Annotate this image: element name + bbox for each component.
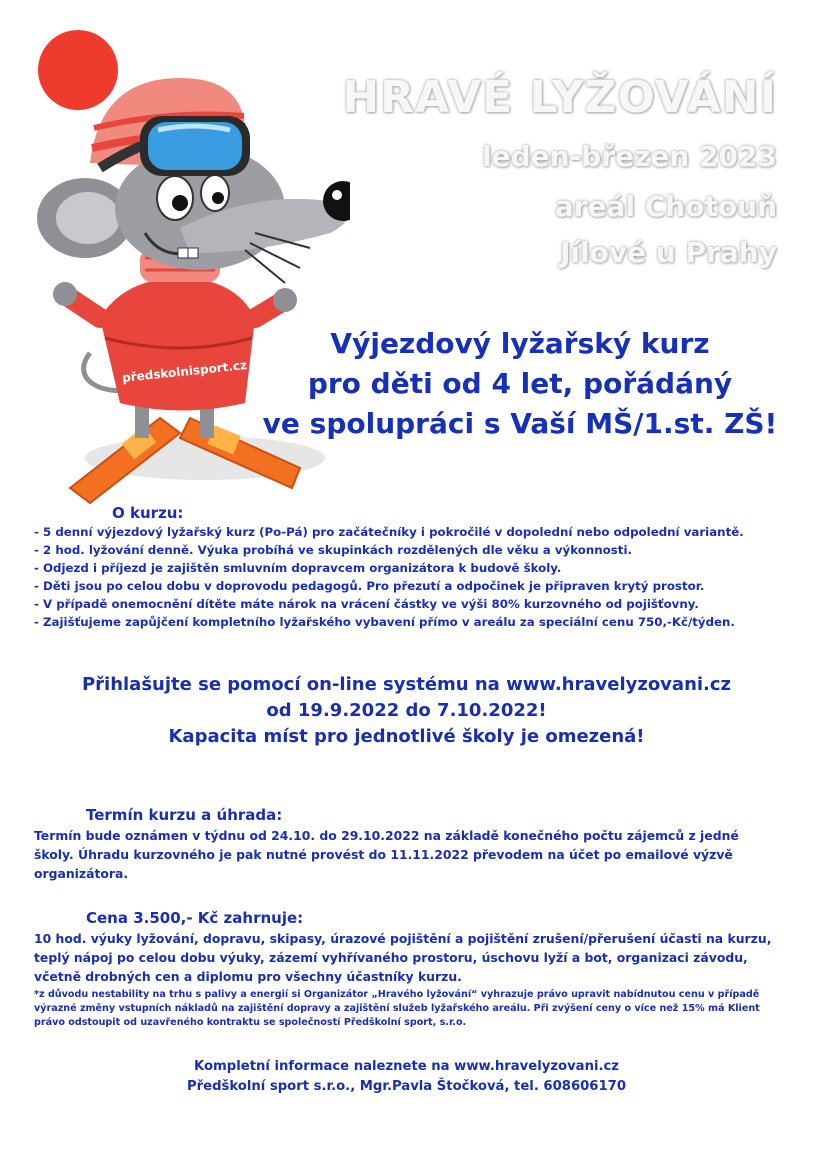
registration-capacity: Kapacita míst pro jednotlivé školy je omezená! xyxy=(168,726,645,747)
event-venue: areál Chotouň xyxy=(554,190,777,223)
footer-contact-line: Předškolní sport s.r.o., Mgr.Pavla Štočková, tel. 608606170 xyxy=(186,1079,627,1094)
hat-pompom xyxy=(38,30,118,110)
price-line-2: teplý nápoj po celou dobu výuky, zázemí vyhřívaného prostoru, úschovu lyží a bot, organizaci závodu, xyxy=(34,950,748,965)
footer-info-line: Kompletní informace naleznete na www.hravelyzovani.cz xyxy=(194,1059,619,1074)
price-heading: Cena 3.500,- Kč zahrnuje: xyxy=(86,909,304,927)
about-list xyxy=(34,523,744,631)
price-line-3: včetně drobných cen a diplomu pro všechny účastníky kurzu. xyxy=(34,969,462,984)
registration-block xyxy=(0,672,813,750)
list-item: - Zajišťujeme zapůjčení kompletního lyžařského vybavení přímo v areálu za speciální cenu 750,-Kč/týden. xyxy=(34,615,735,629)
price-note-line-1: *z důvodu nestability na trhu s palivy a energií si Organizátor „Hravého lyžování“ vyhrazuje právo upravit nabídnutou cenu v případě xyxy=(34,989,760,1000)
registration-dates: od 19.9.2022 do 7.10.2022! xyxy=(266,700,547,721)
price-line-1: 10 hod. výuky lyžování, dopravu, skipasy, úrazové pojištění a pojištění zrušení/přerušení účasti na kurzu, xyxy=(34,931,772,946)
sweater-logo-text: předskolnisport.cz xyxy=(121,358,248,386)
list-item: - 5 denní výjezdový lyžařský kurz (Po-Pá) pro začátečníky i pokročilé v dopolední nebo odpolední variantě. xyxy=(34,525,744,539)
term-line-1: Termín bude oznámen v týdnu od 24.10. do 29.10.2022 na základě konečného počtu zájemců z jedné xyxy=(34,828,739,843)
price-note xyxy=(34,988,809,1030)
price-text xyxy=(34,929,804,986)
list-item: - 2 hod. lyžování denně. Výuka probíhá ve skupinkách rozdělených dle věku a výkonnosti. xyxy=(34,543,632,557)
list-item: - Děti jsou po celou dobu v doprovodu pedagogů. Pro přezutí a odpočinek je připraven krytý prostor. xyxy=(34,579,705,593)
lead-block xyxy=(240,324,800,444)
event-location: Jílové u Prahy xyxy=(560,236,777,269)
about-heading: O kurzu: xyxy=(112,504,184,522)
price-note-line-3: právo odstoupit od uzavřeného kontraktu se společností Předškolní sport, s.r.o. xyxy=(34,1017,467,1028)
list-item: - V případě onemocnění dítěte máte nárok na vrácení částky ve výši 80% kurzovného od pojišťovny. xyxy=(34,597,699,611)
event-dates: leden-březen 2023 xyxy=(482,140,777,173)
lead-line-3: ve spolupráci s Vaší MŠ/1.st. ZŠ! xyxy=(262,407,778,440)
lead-line-2: pro děti od 4 let, pořádáný xyxy=(307,367,733,400)
term-text xyxy=(34,826,794,883)
footer xyxy=(0,1057,813,1097)
lead-line-1: Výjezdový lyžařský kurz xyxy=(330,327,710,360)
list-item: - Odjezd i příjezd je zajištěn smluvním dopravcem organizátora k budově školy. xyxy=(34,561,562,575)
registration-line-1: Přihlašujte se pomocí on-line systému na www.hravelyzovani.cz xyxy=(81,674,732,695)
event-title: HRAVÉ LYŽOVÁNÍ xyxy=(342,72,777,123)
price-note-line-2: výrazné změny vstupních nákladů na zajištění dopravy a zajištění služeb lyžařského areálu. Při zvýšení ceny o více než 15% má Klient xyxy=(34,1003,760,1014)
term-line-2: školy. Úhradu kurzovného je pak nutné provést do 11.11.2022 převodem na účet po emailové výzvě xyxy=(34,847,733,862)
term-line-3: organizátora. xyxy=(34,866,129,881)
term-heading: Termín kurzu a úhrada: xyxy=(86,806,283,824)
